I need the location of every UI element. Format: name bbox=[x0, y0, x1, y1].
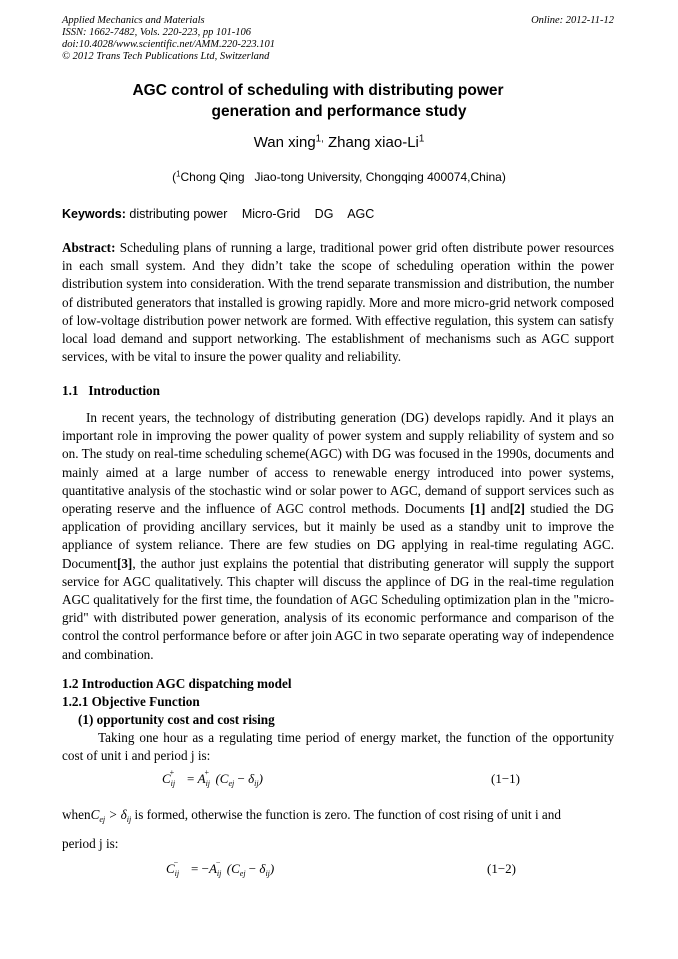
when-suffix: is formed, otherwise the function is zero. The function of cost rising of unit i and bbox=[131, 807, 561, 822]
abstract bbox=[62, 239, 614, 366]
doi: doi:10.4028/www.scientific.net/AMM.220-223.101 bbox=[62, 39, 275, 50]
keyword: AGC bbox=[347, 207, 375, 221]
intro-text-2: and bbox=[485, 501, 510, 517]
abstract-text: Scheduling plans of running a large, traditional power grid often distribute power resources in each small system. And they didn’t take the scope of scheduling operation within the power distribution system into consideration. With the trend separate transmission and distribution, the number of distributed generators that installed is growing rapidly. More and more micro-grid network composed of low-voltage distribution power network are formed. With effective regulation, this system can satisfy local load demand and support networking. The establishment of mechanisms such as AGC support services, with be vital to insure the power quality and reliability. bbox=[62, 240, 614, 365]
condition-paragraph bbox=[62, 806, 614, 829]
affiliation bbox=[62, 170, 616, 184]
issn: ISSN: 1662-7482, Vols. 220-223, pp 101-106 bbox=[62, 27, 251, 38]
reference-3: [3] bbox=[116, 555, 133, 571]
author-1: Wan xing bbox=[253, 134, 316, 151]
journal-header bbox=[62, 15, 275, 63]
reference-1: [1] bbox=[469, 501, 486, 517]
author-2: Zhang xiao-Li bbox=[327, 134, 419, 151]
section-heading-agc-model: 1.2 Introduction AGC dispatching model bbox=[62, 676, 292, 691]
intro-text-1: In recent years, the technology of distributing generation (DG) develops rapidly. And it plays an important role in improving the power quality of power system and supply reliability of system and so on. The study on real-time scheduling scheme(AGC) with DG was focused in the 1990s, documents and mainly aimed at a large number of access to renewable energy introduced into power systems, quantitative analysis of the stochastic wind or solar power to AGC, demand of support services such as operating reserve and the influence of AGC control methods. Documents bbox=[62, 410, 614, 517]
authors bbox=[62, 134, 616, 151]
title-line-1: AGC control of scheduling with distributing power bbox=[132, 82, 504, 99]
reference-2: [2] bbox=[509, 501, 526, 517]
author-2-sup: 1 bbox=[418, 133, 425, 145]
keyword: distributing power bbox=[129, 207, 228, 221]
intro-text-4: , the author just explains the potential that distributing generator will supply the support service for AGC qualitatively. This chapter will discuss the applince of DG in the real-time regulation AGC qualitatively for the first time, the foundation of AGC Scheduling optimization plan in the "micro-grid" with distributed power generation, analysis of its economic performance and comparison of the control the control performance before or after join AGC in two separate operating way of independence and combination. bbox=[62, 555, 614, 662]
affiliation-open: ( bbox=[172, 170, 177, 184]
inline-condition: $C_{ej} > \delta_{ij}$ bbox=[90, 807, 132, 824]
affiliation-text: Chong Qing Jiao-tong University, Chongqing 400074,China) bbox=[180, 170, 506, 184]
equation-number-1-2: (1−2) bbox=[487, 861, 516, 876]
keyword: DG bbox=[314, 207, 334, 221]
abstract-label: Abstract: bbox=[62, 240, 116, 255]
paper-title bbox=[62, 80, 616, 122]
online-date: Online: 2012-11-12 bbox=[531, 15, 614, 26]
objective-paragraph: Taking one hour as a regulating time period of energy market, the function of the opportunity cost of unit i and period j is: bbox=[62, 730, 614, 764]
keyword: Micro-Grid bbox=[241, 207, 301, 221]
affiliation-sup: 1 bbox=[176, 169, 181, 179]
equation-1-2: $C_{ij}^- = -A_{ij}^-$ $(C_{ej} - \delta_{ij})$ bbox=[166, 858, 275, 878]
author-1-sup: 1, bbox=[315, 133, 324, 145]
when-prefix: when bbox=[62, 807, 91, 822]
copyright: © 2012 Trans Tech Publications Ltd, Switzerland bbox=[62, 51, 270, 62]
keywords bbox=[62, 207, 385, 221]
intro-text-3: studied the DG application of providing ancillary services, but it mainly be used as a standby unit to improve the appliance of system reliance. There are few studies on DG applying in real-time regulating AGC. Document bbox=[62, 501, 614, 571]
section-heading-introduction: 1.1 Introduction bbox=[62, 383, 160, 398]
subsection-heading-objective: 1.2.1 Objective Function bbox=[62, 694, 200, 709]
period-text: period j is: bbox=[62, 836, 119, 851]
journal-name: Applied Mechanics and Materials bbox=[62, 15, 205, 26]
introduction-paragraph bbox=[62, 409, 614, 664]
subsubsection-heading-cost: (1) opportunity cost and cost rising bbox=[78, 712, 275, 727]
title-line-2: generation and performance study bbox=[211, 103, 467, 120]
equation-1-1: $C_{ij}^+ = A_{ij}^+$ $(C_{ej} - \delta_{ij})$ bbox=[162, 768, 263, 788]
equation-number-1-1: (1−1) bbox=[491, 771, 520, 786]
keywords-label: Keywords: bbox=[62, 207, 126, 221]
